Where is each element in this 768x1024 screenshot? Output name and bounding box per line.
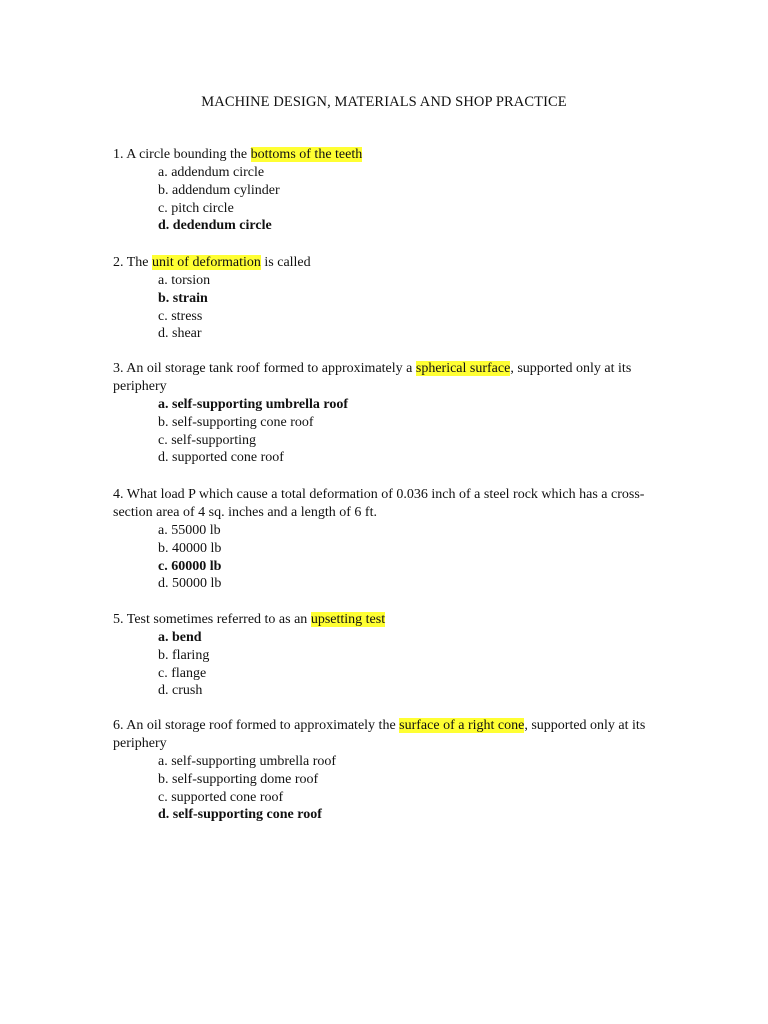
question-text: 2. The [113,255,153,270]
option-d-correct: d. dedendum circle [158,218,272,234]
question-1 [113,146,658,235]
question-stem [113,611,658,629]
question-text: 3. An oil storage tank roof formed to approximately a [113,361,416,376]
question-3 [113,360,658,467]
option-c: c. supported cone roof [158,789,284,805]
option-list [158,272,658,343]
option-a: a. 55000 lb [158,523,221,538]
option-a: a. self-supporting umbrella roof [158,754,337,769]
option-c: c. self-supporting [158,432,256,448]
question-2 [113,254,658,343]
option-c: c. pitch circle [158,200,234,216]
question-text: 1. A circle bounding the [113,147,251,162]
question-4 [113,486,658,593]
option-b: b. self-supporting cone roof [158,414,314,430]
option-b: b. flaring [158,647,210,663]
option-list [158,522,658,593]
highlighted-phrase: upsetting test [310,612,386,627]
highlighted-phrase: bottoms of the teeth [250,147,363,162]
option-a: a. addendum circle [158,165,265,180]
option-list [158,753,658,824]
question-stem [113,254,658,272]
question-6 [113,717,658,824]
option-d-correct: d. self-supporting cone roof [158,807,322,823]
option-d: d. supported cone roof [158,450,284,466]
question-stem [113,486,658,522]
question-text-tail: , supported only at its periphery [113,361,632,394]
highlighted-phrase: unit of deformation [152,255,261,270]
question-stem [113,360,658,396]
option-b: b. self-supporting dome roof [158,771,319,787]
question-5 [113,611,658,700]
highlighted-phrase: surface of a right cone [399,718,525,733]
option-b-correct: b. strain [158,290,208,306]
option-d: d. crush [158,683,203,699]
option-list [158,396,658,467]
question-text-tail: , supported only at its periphery [113,718,646,751]
question-text: 5. Test sometimes referred to as an [113,612,311,627]
option-c-correct: c. 60000 lb [158,558,222,574]
option-d: d. 50000 lb [158,576,222,592]
page-title: MACHINE DESIGN, MATERIALS AND SHOP PRACTICE [201,94,567,110]
highlighted-phrase: spherical surface [415,361,511,376]
question-stem [113,146,658,164]
option-b: b. 40000 lb [158,540,222,556]
option-list [158,629,658,700]
question-text: 6. An oil storage roof formed to approximately the [113,718,400,733]
question-text: 4. What load P which cause a total deformation of 0.036 inch of a steel rock which has a cross-section area of 4 sq. inches and a length of 6 ft. [113,487,645,520]
question-stem [113,717,658,753]
option-b: b. addendum cylinder [158,182,280,198]
option-c: c. stress [158,308,203,324]
option-a-correct: a. bend [158,630,202,645]
option-d: d. shear [158,326,202,342]
option-list [158,164,658,235]
option-a-correct: a. self-supporting umbrella roof [158,397,349,412]
option-c: c. flange [158,665,207,681]
question-text-tail: is called [260,255,311,270]
option-a: a. torsion [158,273,211,288]
